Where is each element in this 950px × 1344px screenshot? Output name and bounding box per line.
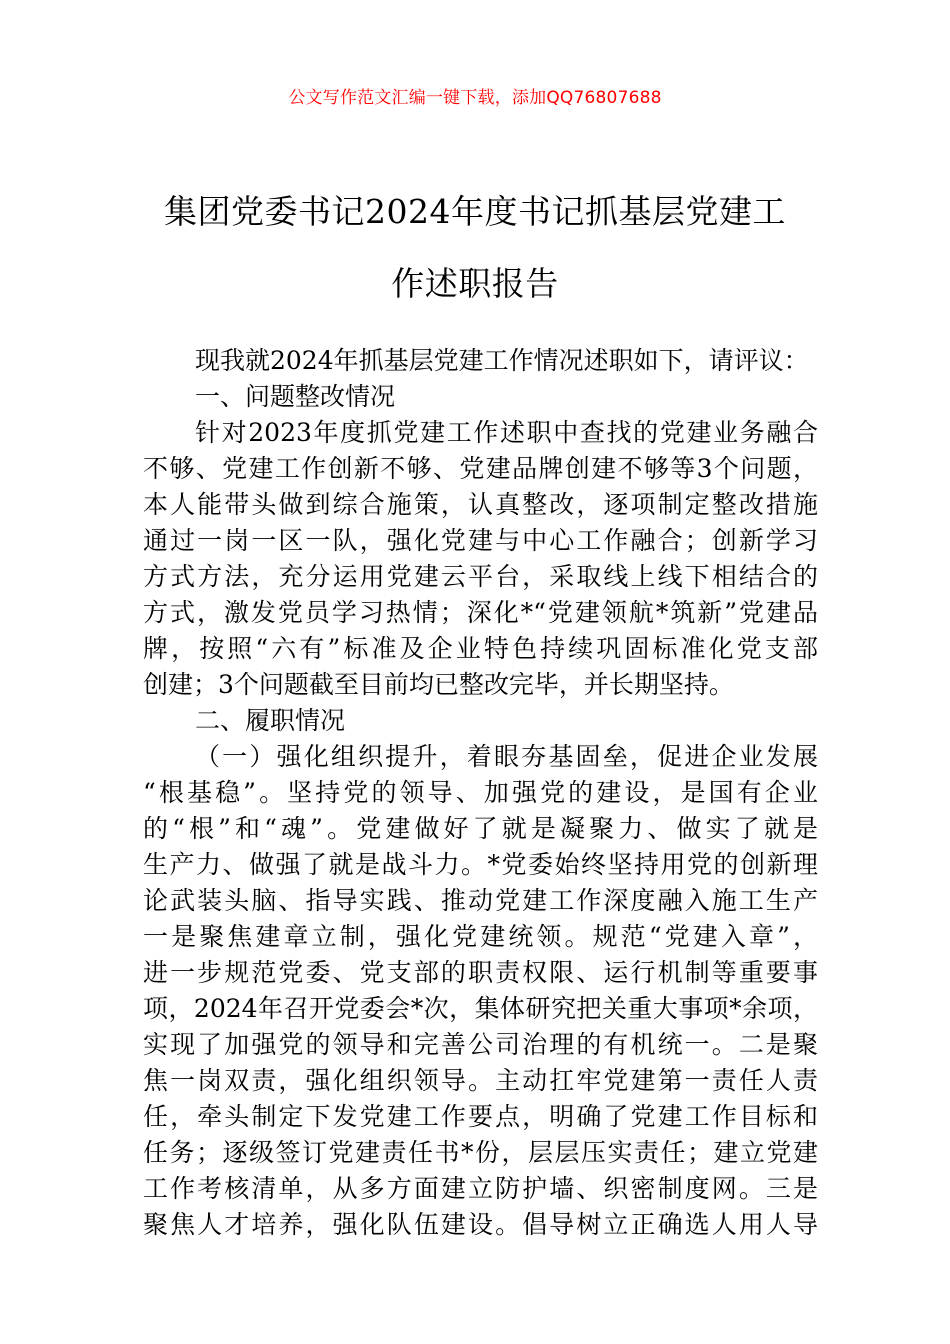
download-banner: 公文写作范文汇编一键下载，添加QQ76807688: [288, 88, 662, 108]
text-line: 现我就2024年抓基层党建工作情况述职如下，请评议：: [195, 346, 809, 375]
text-line: 项，2024年召开党委会*次，集体研究把关重大事项*余项，: [143, 994, 818, 1023]
text-line: 方式，激发党员学习热情；深化*“党建领航*筑新”党建品: [143, 598, 818, 627]
text-line: （一）强化组织提升，着眼夯基固垒，促进企业发展: [195, 742, 818, 771]
text-line: 任务；逐级签订党建责任书*份，层层压实责任；建立党建: [143, 1138, 818, 1167]
text-line: 实现了加强党的领导和完善公司治理的有机统一。二是聚: [143, 1030, 818, 1059]
text-line: 牌，按照“六有”标准及企业特色持续巩固标准化党支部: [143, 634, 818, 663]
text-line: 聚焦人才培养，强化队伍建设。倡导树立正确选人用人导: [143, 1210, 818, 1239]
title-line-2: 作述职报告: [391, 264, 559, 303]
text-line: 的“根”和“魂”。党建做好了就是凝聚力、做实了就是: [143, 814, 818, 843]
text-line: 通过一岗一区一队，强化党建与中心工作融合；创新学习: [143, 526, 818, 555]
text-line: 本人能带头做到综合施策，认真整改，逐项制定整改措施: [143, 490, 818, 519]
text-line: 一、问题整改情况: [195, 382, 396, 411]
text-line: 焦一岗双责，强化组织领导。主动扛牢党建第一责任人责: [143, 1066, 818, 1095]
text-line: 任，牵头制定下发党建工作要点，明确了党建工作目标和: [143, 1102, 818, 1131]
text-line: 进一步规范党委、党支部的职责权限、运行机制等重要事: [143, 958, 818, 987]
text-line: 二、履职情况: [195, 706, 346, 735]
text-line: 工作考核清单，从多方面建立防护墙、织密制度网。三是: [143, 1174, 818, 1203]
text-line: 论武装头脑、指导实践、推动党建工作深度融入施工生产: [143, 886, 818, 915]
title-line-1: 集团党委书记2024年度书记抓基层党建工: [164, 192, 786, 231]
text-line: 不够、党建工作创新不够、党建品牌创建不够等3个问题，: [143, 454, 818, 483]
document-title: [130, 176, 820, 320]
text-line: 生产力、做强了就是战斗力。*党委始终坚持用党的创新理: [143, 850, 818, 879]
text-line: 针对2023年度抓党建工作述职中查找的党建业务融合: [195, 418, 818, 447]
document-body: [143, 343, 818, 1243]
text-line: 一是聚焦建章立制，强化党建统领。规范“党建入章”，: [143, 922, 818, 951]
text-line: 方式方法，充分运用党建云平台，采取线上线下相结合的: [143, 562, 818, 591]
text-line: “根基稳”。坚持党的领导、加强党的建设，是国有企业: [143, 778, 818, 807]
text-line: 创建；3个问题截至目前均已整改完毕，并长期坚持。: [143, 670, 734, 699]
